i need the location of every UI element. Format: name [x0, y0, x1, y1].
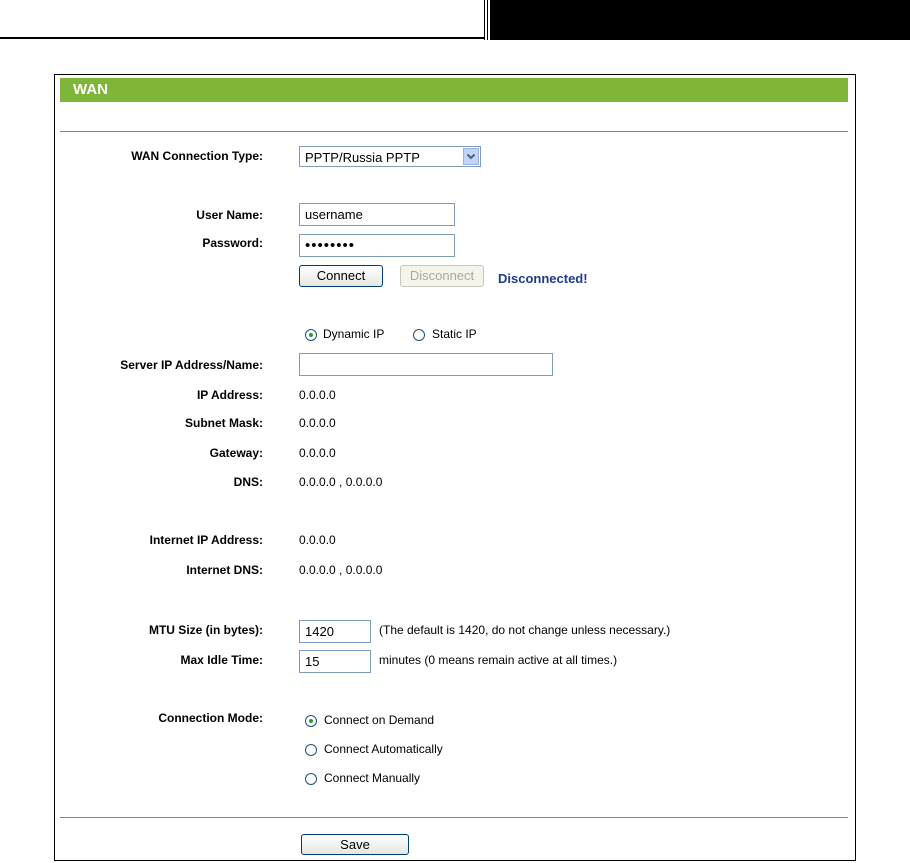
connect-manually-radio[interactable] [305, 773, 317, 785]
panel-header [60, 78, 848, 102]
max-idle-time-hint: minutes (0 means remain active at all times.) [379, 653, 618, 667]
subnet-mask-label: Subnet Mask: [184, 416, 263, 430]
server-ip-label: Server IP Address/Name: [120, 358, 263, 372]
connection-mode-label: Connection Mode: [158, 711, 263, 725]
dns-value: 0.0.0.0 , 0.0.0.0 [299, 475, 383, 489]
mtu-size-input[interactable] [299, 620, 371, 643]
connect-automatically-radio[interactable] [305, 744, 317, 756]
internet-dns-value: 0.0.0.0 , 0.0.0.0 [299, 563, 383, 577]
wan-connection-type-label: WAN Connection Type: [131, 149, 263, 163]
panel-title: WAN [73, 81, 108, 98]
dynamic-ip-label: Dynamic IP [323, 327, 385, 341]
mtu-size-label: MTU Size (in bytes): [148, 623, 263, 637]
user-name-input[interactable] [299, 203, 455, 226]
max-idle-time-label: Max Idle Time: [180, 653, 263, 667]
internet-ip-label: Internet IP Address: [149, 533, 263, 547]
save-button[interactable]: Save [301, 834, 409, 855]
static-ip-label: Static IP [432, 327, 477, 341]
chevron-down-icon[interactable] [463, 148, 479, 165]
dynamic-ip-radio[interactable] [305, 329, 317, 341]
wan-panel [54, 74, 856, 861]
gateway-label: Gateway: [209, 446, 263, 460]
connect-manually-label: Connect Manually [324, 771, 421, 785]
connect-on-demand-label: Connect on Demand [324, 713, 435, 727]
wan-connection-type-value: PPTP/Russia PPTP [305, 150, 420, 165]
wan-connection-type-select[interactable] [299, 146, 481, 167]
divider [60, 131, 848, 132]
internet-dns-label: Internet DNS: [186, 563, 263, 577]
connect-automatically-label: Connect Automatically [324, 742, 443, 756]
mtu-hint: (The default is 1420, do not change unless necessary.) [379, 623, 671, 637]
static-ip-radio[interactable] [413, 329, 425, 341]
password-label: Password: [202, 236, 263, 250]
dns-label: DNS: [233, 475, 263, 489]
top-rule [0, 37, 484, 39]
password-input[interactable] [299, 234, 455, 257]
ip-address-label: IP Address: [196, 388, 263, 402]
subnet-mask-value: 0.0.0.0 [299, 416, 336, 430]
divider [60, 817, 848, 818]
internet-ip-value: 0.0.0.0 [299, 533, 336, 547]
top-separator [487, 0, 488, 40]
top-banner [490, 0, 910, 40]
connection-status: Disconnected! [498, 271, 588, 286]
disconnect-button[interactable]: Disconnect [400, 265, 484, 287]
max-idle-time-input[interactable] [299, 650, 371, 673]
user-name-label: User Name: [196, 208, 263, 222]
connect-button[interactable]: Connect [299, 265, 383, 287]
top-separator [484, 0, 485, 40]
ip-address-value: 0.0.0.0 [299, 388, 336, 402]
server-ip-input[interactable] [299, 353, 553, 376]
connect-on-demand-radio[interactable] [305, 715, 317, 727]
gateway-value: 0.0.0.0 [299, 446, 336, 460]
